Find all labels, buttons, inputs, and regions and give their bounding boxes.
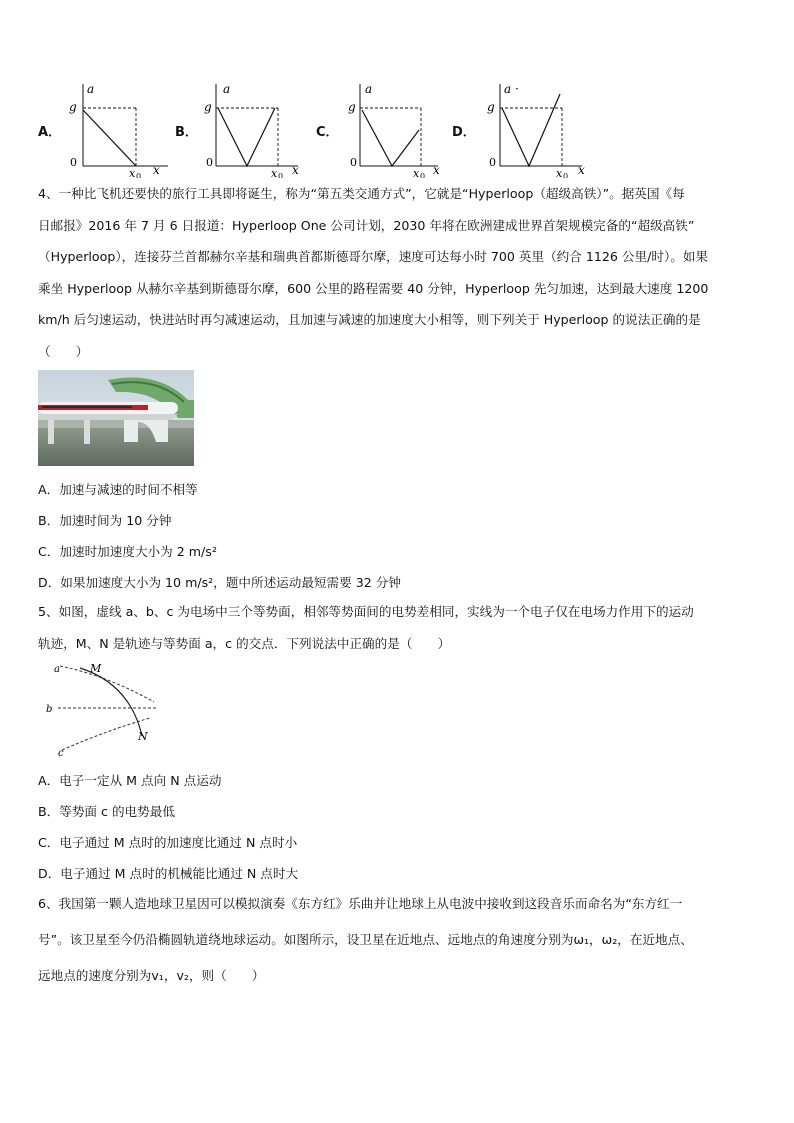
q6-line-1: 6、我国第一颗人造地球卫星因可以模拟演奏《东方红》乐曲并让地球上从电波中接收到这段音乐而命名为“东方红一: [38, 896, 683, 911]
q4-line-3: （Hyperloop），连接芬兰首都赫尔辛基和瑞典首都斯德哥尔摩，速度可达每小时 700 英里（约合 1126 公里/时）。如果: [38, 249, 709, 264]
question-6-text: [38, 886, 760, 994]
graph-option-c: [338, 78, 458, 178]
equipotential-diagram: [38, 660, 168, 756]
graph-b-x: x: [292, 163, 299, 177]
q6-line-3: 远地点的速度分别为v₁，v₂，则（ ）: [38, 968, 265, 983]
q5-option-d: D．电子通过 M 点时的机械能比通过 N 点时大: [38, 866, 299, 881]
q4-line-2: 日邮报》2016 年 7 月 6 日报道：Hyperloop One 公司计划，2030 年将在欧洲建成世界首架规模完备的“超级高铁”: [38, 217, 695, 233]
graph-b-x0: x: [271, 167, 278, 178]
graph-d-x: x: [578, 163, 585, 177]
graph-b-origin: 0: [206, 156, 213, 169]
graph-b-x0-sub: 0: [278, 172, 284, 178]
graph-option-b-letter: B．: [175, 125, 198, 140]
q4-line-1: 4、一种比飞机还要快的旅行工具即将诞生，称为“第五类交通方式”，它就是“Hyperloop（超级高铁）”。据英国《每: [38, 186, 685, 201]
graph-a-axis-a: a: [87, 82, 95, 96]
hyperloop-photo: [38, 370, 194, 466]
graph-a-x: x: [153, 163, 160, 177]
graph-c-x0-sub: 0: [420, 172, 426, 178]
graph-a-x0-sub: 0: [136, 172, 142, 178]
graph-d-axis-a: a ·: [504, 82, 519, 96]
q5-line-1: 5、如图，虚线 a、b、c 为电场中三个等势面，相邻等势面间的电势差相同，实线为一个电子仅在电场力作用下的运动: [38, 604, 694, 619]
diagram-label-n: N: [138, 730, 148, 743]
q4-option-d: D．如果加速度大小为 10 m/s²，题中所述运动最短需要 32 分钟: [38, 575, 401, 590]
graph-b-g: g: [204, 100, 212, 114]
q5-option-b: B．等势面 c 的电势最低: [38, 804, 175, 819]
graph-option-c-letter: C．: [316, 125, 339, 140]
q5-option-c: C．电子通过 M 点时的加速度比通过 N 点时小: [38, 835, 298, 850]
graph-d-x0: x: [556, 167, 563, 178]
graph-b-axis-a: a: [223, 82, 231, 96]
diagram-label-b: b: [46, 704, 53, 715]
graph-option-b: [196, 78, 316, 178]
q5-option-a: A．电子一定从 M 点向 N 点运动: [38, 773, 222, 788]
graph-a-g: g: [69, 100, 77, 114]
graph-a-x0: x: [129, 167, 136, 178]
q6-line-2: 号”。该卫星至今仍沿椭圆轨道绕地球运动。如图所示，设卫星在近地点、远地点的角速度分别为ω₁，ω₂，在近地点、: [38, 932, 693, 947]
question-4-text: [38, 178, 760, 367]
graph-d-origin: 0: [489, 156, 496, 169]
q4-line-6: （ ）: [38, 343, 89, 359]
graph-option-d: [480, 78, 610, 178]
graph-d-x0-sub: 0: [563, 172, 569, 178]
q4-line-5: km/h 后匀速运动，快进站时再匀减速运动，且加速与减速的加速度大小相等，则下列关于 Hyperloop 的说法正确的是: [38, 312, 701, 327]
diagram-label-m: M: [90, 662, 102, 675]
q4-option-c: C．加速时加速度大小为 2 m/s²: [38, 544, 217, 559]
graph-option-a-letter: A．: [38, 125, 62, 140]
graph-option-a: [56, 78, 176, 178]
diagram-label-c: c: [58, 748, 64, 756]
graph-a-origin: 0: [70, 156, 77, 169]
q4-option-a: A．加速与减速的时间不相等: [38, 482, 198, 497]
graph-c-x0: x: [413, 167, 420, 178]
graph-d-g: g: [487, 100, 495, 114]
q5-line-2: 轨迹，M、N 是轨迹与等势面 a，c 的交点．下列说法中正确的是（ ）: [38, 635, 451, 651]
q4-line-4: 乘坐 Hyperloop 从赫尔辛基到斯德哥尔摩，600 公里的路程需要 40 分钟，Hyperloop 先匀加速，达到最大速度 1200: [38, 280, 709, 296]
graph-option-d-letter: D．: [452, 125, 476, 140]
graph-options-row: [36, 78, 776, 178]
graph-c-g: g: [348, 100, 356, 114]
diagram-label-a: a: [54, 664, 60, 675]
graph-c-x: x: [433, 163, 440, 177]
graph-c-axis-a: a: [365, 82, 373, 96]
question-5-text: [38, 596, 760, 659]
q4-option-b: B．加速时间为 10 分钟: [38, 513, 172, 528]
graph-c-origin: 0: [350, 156, 357, 169]
